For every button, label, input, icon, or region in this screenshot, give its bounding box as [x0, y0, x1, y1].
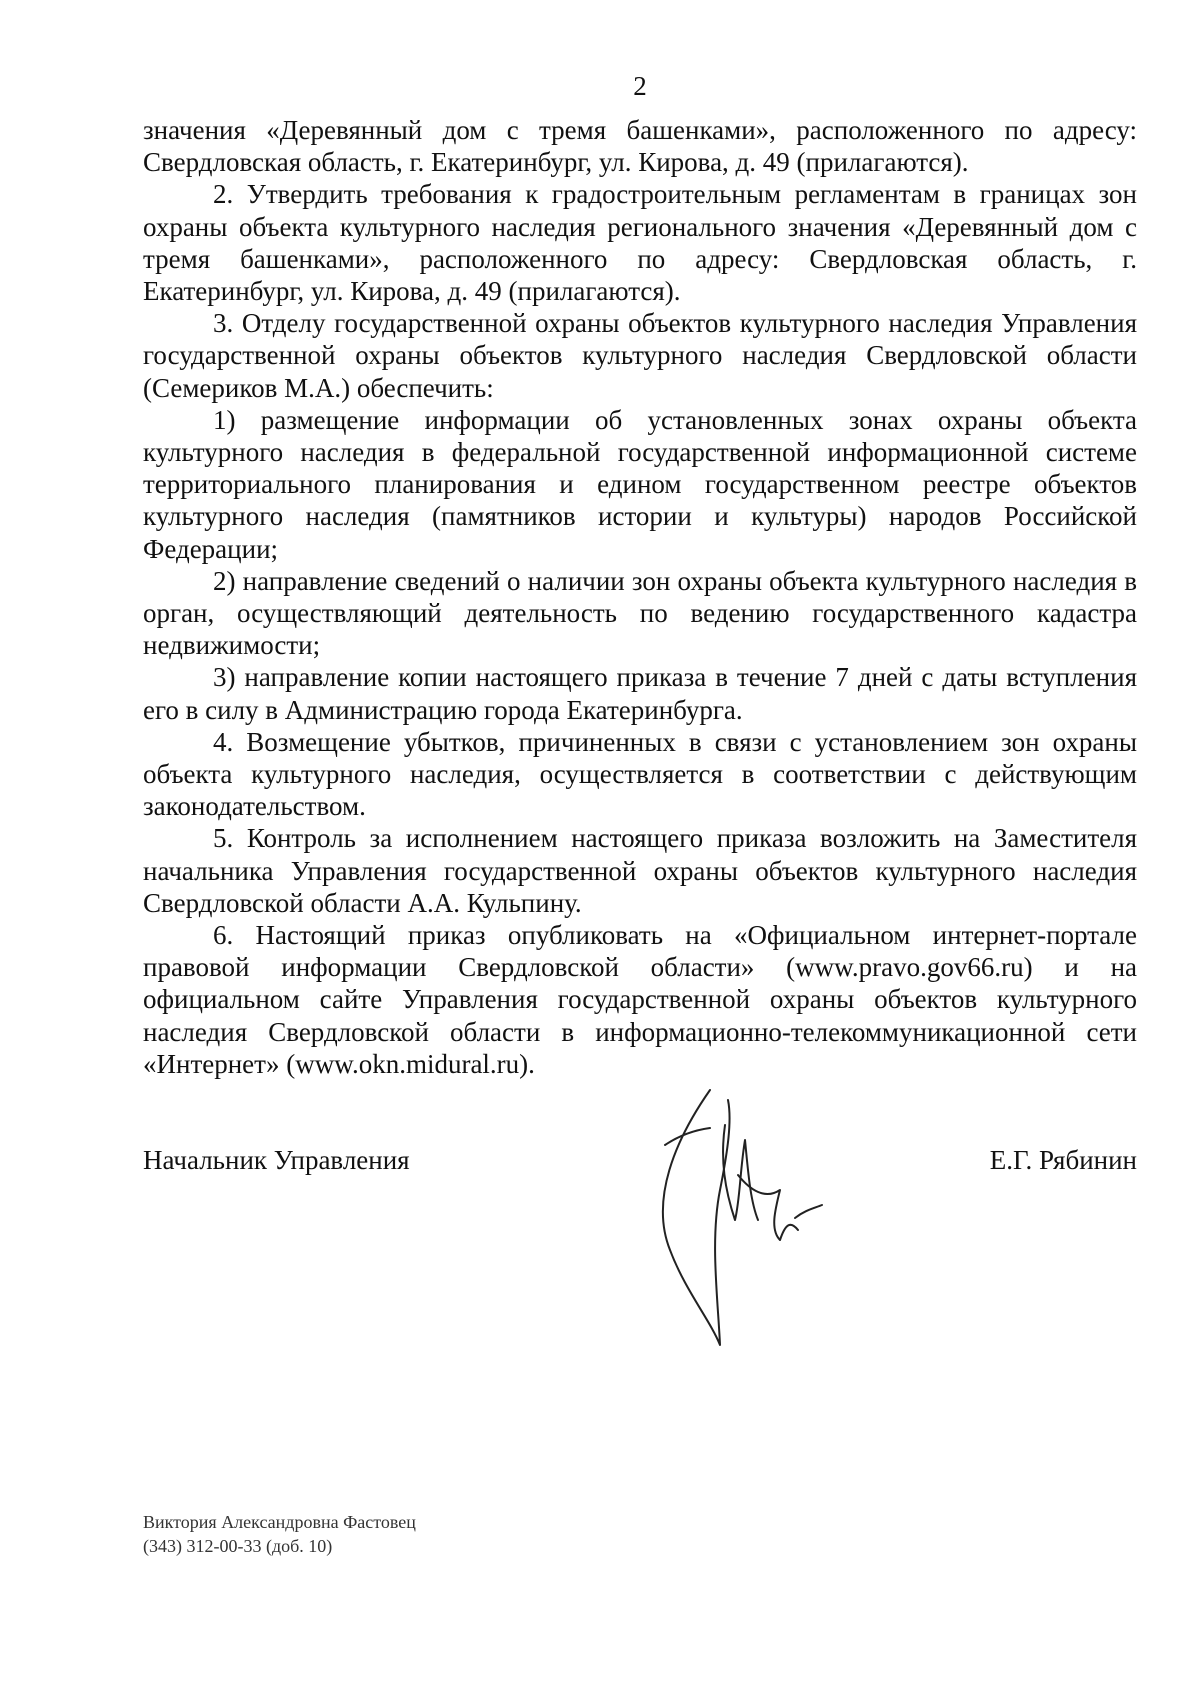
paragraph-item-2: 2. Утвердить требования к градостроительным регламентам в границах зон охраны объекта культурного наследия регионального значения «Деревянный дом с тремя башенками», расположенного по адресу: Свердловская область, г. Екатеринбург, ул. Кирова, д. 49 (прилагаются).	[143, 179, 1137, 307]
document-body	[143, 114, 1137, 1080]
paragraph-subitem-2: 2) направление сведений о наличии зон охраны объекта культурного наследия в орган, осуществляющий деятельность по ведению государственного кадастра недвижимости;	[143, 565, 1137, 661]
signatory-title: Начальник Управления	[143, 1145, 410, 1175]
handwritten-signature-icon	[640, 1080, 880, 1360]
paragraph-subitem-1: 1) размещение информации об установленных зонах охраны объекта культурного наследия в федеральной государственной информационной системе территориального планирования и едином государственном реестре объектов культурного наследия (памятников истории и культуры) народов Российской Федерации;	[143, 404, 1137, 564]
page-number: 2	[633, 71, 647, 101]
signatory-name: Е.Г. Рябинин	[989, 1145, 1137, 1175]
executor-phone: (343) 312-00-33 (доб. 10)	[143, 1536, 333, 1556]
paragraph-item-5: 5. Контроль за исполнением настоящего приказа возложить на Заместителя начальника Управления государственной охраны объектов культурного наследия Свердловской области А.А. Кульпину.	[143, 823, 1137, 918]
paragraph-subitem-3: 3) направление копии настоящего приказа в течение 7 дней с даты вступления его в силу в Администрацию города Екатеринбурга.	[143, 662, 1137, 725]
paragraph-item-6: 6. Настоящий приказ опубликовать на «Официальном интернет-портале правовой информации Свердловской области» (www.pravo.gov66.ru) и на официальном сайте Управления государственной охраны объектов культурного наследия Свердловской области в информационно-телекоммуникационной сети «Интернет» (www.okn.midural.ru).	[143, 920, 1137, 1079]
executor-name: Виктория Александровна Фастовец	[143, 1512, 416, 1532]
paragraph-item-4: 4. Возмещение убытков, причиненных в связи с установлением зон охраны объекта культурного наследия, осуществляется в соответствии с действующим законодательством.	[143, 726, 1137, 822]
executor-info	[143, 1510, 416, 1558]
paragraph-item-3: 3. Отделу государственной охраны объектов культурного наследия Управления государственной охраны объектов культурного наследия Свердловской области (Семериков М.А.) обеспечить:	[143, 308, 1137, 403]
paragraph-continuation: значения «Деревянный дом с тремя башенками», расположенного по адресу: Свердловская область, г. Екатеринбург, ул. Кирова, д. 49 (прилагаются).	[143, 115, 1137, 178]
